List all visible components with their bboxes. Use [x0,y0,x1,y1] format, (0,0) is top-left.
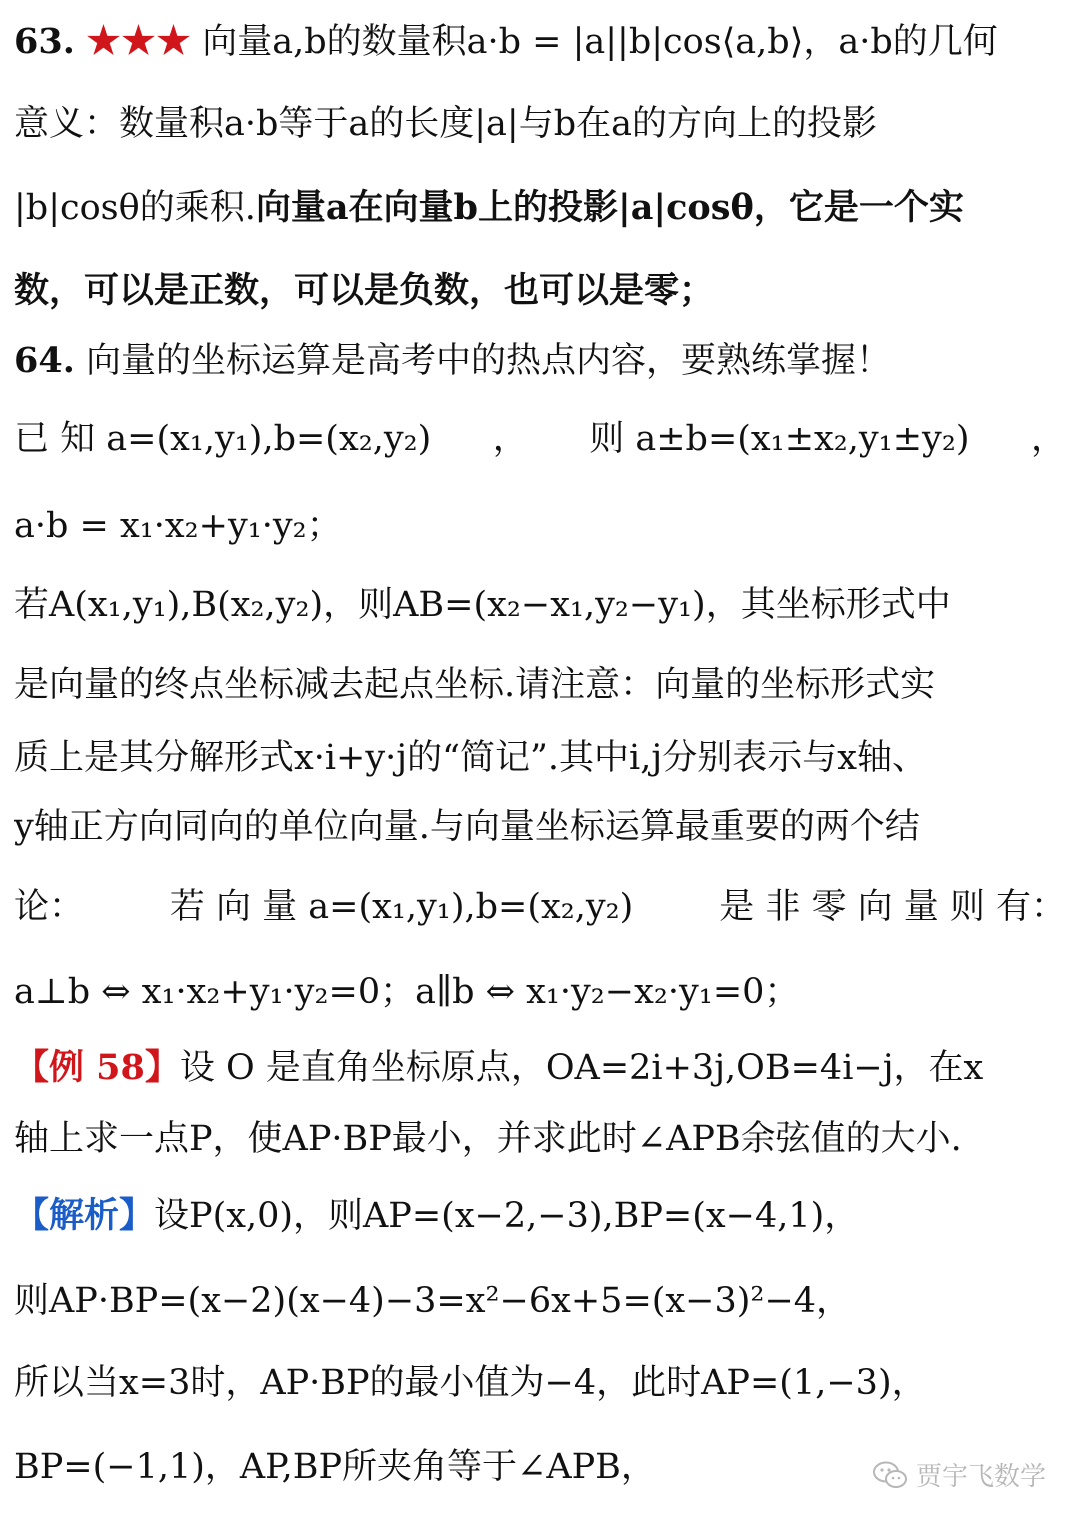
text-part: 若 向 量 a=(x₁,y₁),b=(x₂,y₂) [169,887,634,927]
wechat-icon [872,1460,908,1490]
text-part: 已 知 a=(x₁,y₁),b=(x₂,y₂) [14,419,432,459]
item-64-line-5 [14,660,1066,710]
example-58-line-1 [14,1043,1066,1093]
text: 质上是其分解形式x·i+y·j的“简记”.其中i,j分别表示与x轴、 [14,738,927,778]
text: 向量a,b的数量积a·b = |a||b|cos⟨a,b⟩，a·b的几何 [202,22,998,62]
text-part: ， [492,419,528,459]
solution-line-4 [14,1442,854,1492]
text: a⊥b ⇔ x₁·x₂+y₁·y₂=0；a∥b ⇔ x₁·y₂−x₂·y₁=0； [14,972,800,1012]
item-63-line-2 [14,99,1066,149]
text-part: 则 a±b=(x₁±x₂,y₁±y₂) [589,419,970,459]
item-64-line-1 [14,336,1066,386]
item-64-line-4 [14,580,1066,630]
example-tag: 【例 58】 [14,1047,180,1088]
text: 设 O 是直角坐标原点，OA=2i+3j,OB=4i−j，在x [179,1048,984,1088]
item-number: 64. [14,340,75,381]
watermark [872,1456,1046,1493]
text: y轴正方向同向的单位向量.与向量坐标运算最重要的两个结 [14,807,920,847]
solution-line-2 [14,1276,1066,1326]
text: 所以当x=3时，AP·BP的最小值为−4，此时AP=(1,−3)， [14,1363,927,1403]
item-64-line-8 [14,882,1066,932]
watermark-text: 贾宇飞数学 [915,1462,1046,1492]
solution-line-1 [14,1191,1066,1241]
text: 向量的坐标运算是高考中的热点内容，要熟练掌握！ [86,341,892,381]
example-58-line-2 [14,1114,1066,1164]
item-number: 63. [14,21,75,62]
item-64-line-2 [14,414,1066,464]
item-63-line-3 [14,183,1066,233]
item-64-line-3 [14,501,1066,551]
item-64-line-6 [14,733,1066,783]
text: 意义：数量积a·b等于a的长度|a|与b在a的方向上的投影 [14,104,877,144]
text: 若A(x₁,y₁),B(x₂,y₂)，则AB=(x₂−x₁,y₂−y₁)，其坐标形式中 [14,585,951,625]
item-64-line-7 [14,802,1066,852]
text-part: 论： [14,887,85,927]
item-63-line-4 [14,266,1066,316]
solution-tag: 【解析】 [14,1195,155,1236]
text: 设P(x,0)，则AP=(x−2,−3),BP=(x−4,1)， [154,1196,860,1236]
solution-line-3 [14,1358,1066,1408]
text: |b|cosθ的乘积. [14,188,256,228]
bold-text: 数，可以是正数，可以是负数，也可以是零； [14,270,715,311]
difficulty-stars: ★★★ [86,22,192,62]
item-63-line-1 [14,17,1066,67]
text-part: ， [1030,419,1066,459]
text-part: 是 非 零 向 量 则 有： [719,887,1066,927]
text: 轴上求一点P，使AP·BP最小，并求此时∠APB余弦值的大小. [14,1119,962,1159]
text: 则AP·BP=(x−2)(x−4)−3=x²−6x+5=(x−3)²−4， [14,1281,852,1321]
text: 是向量的终点坐标减去起点坐标.请注意：向量的坐标形式实 [14,665,936,705]
bold-text: 向量a在向量b上的投影|a|cosθ，它是一个实 [255,187,964,228]
text: a·b = x₁·x₂+y₁·y₂； [14,506,342,546]
item-64-line-9 [14,967,1066,1017]
text: BP=(−1,1)，AP,BP所夹角等于∠APB， [14,1447,656,1487]
